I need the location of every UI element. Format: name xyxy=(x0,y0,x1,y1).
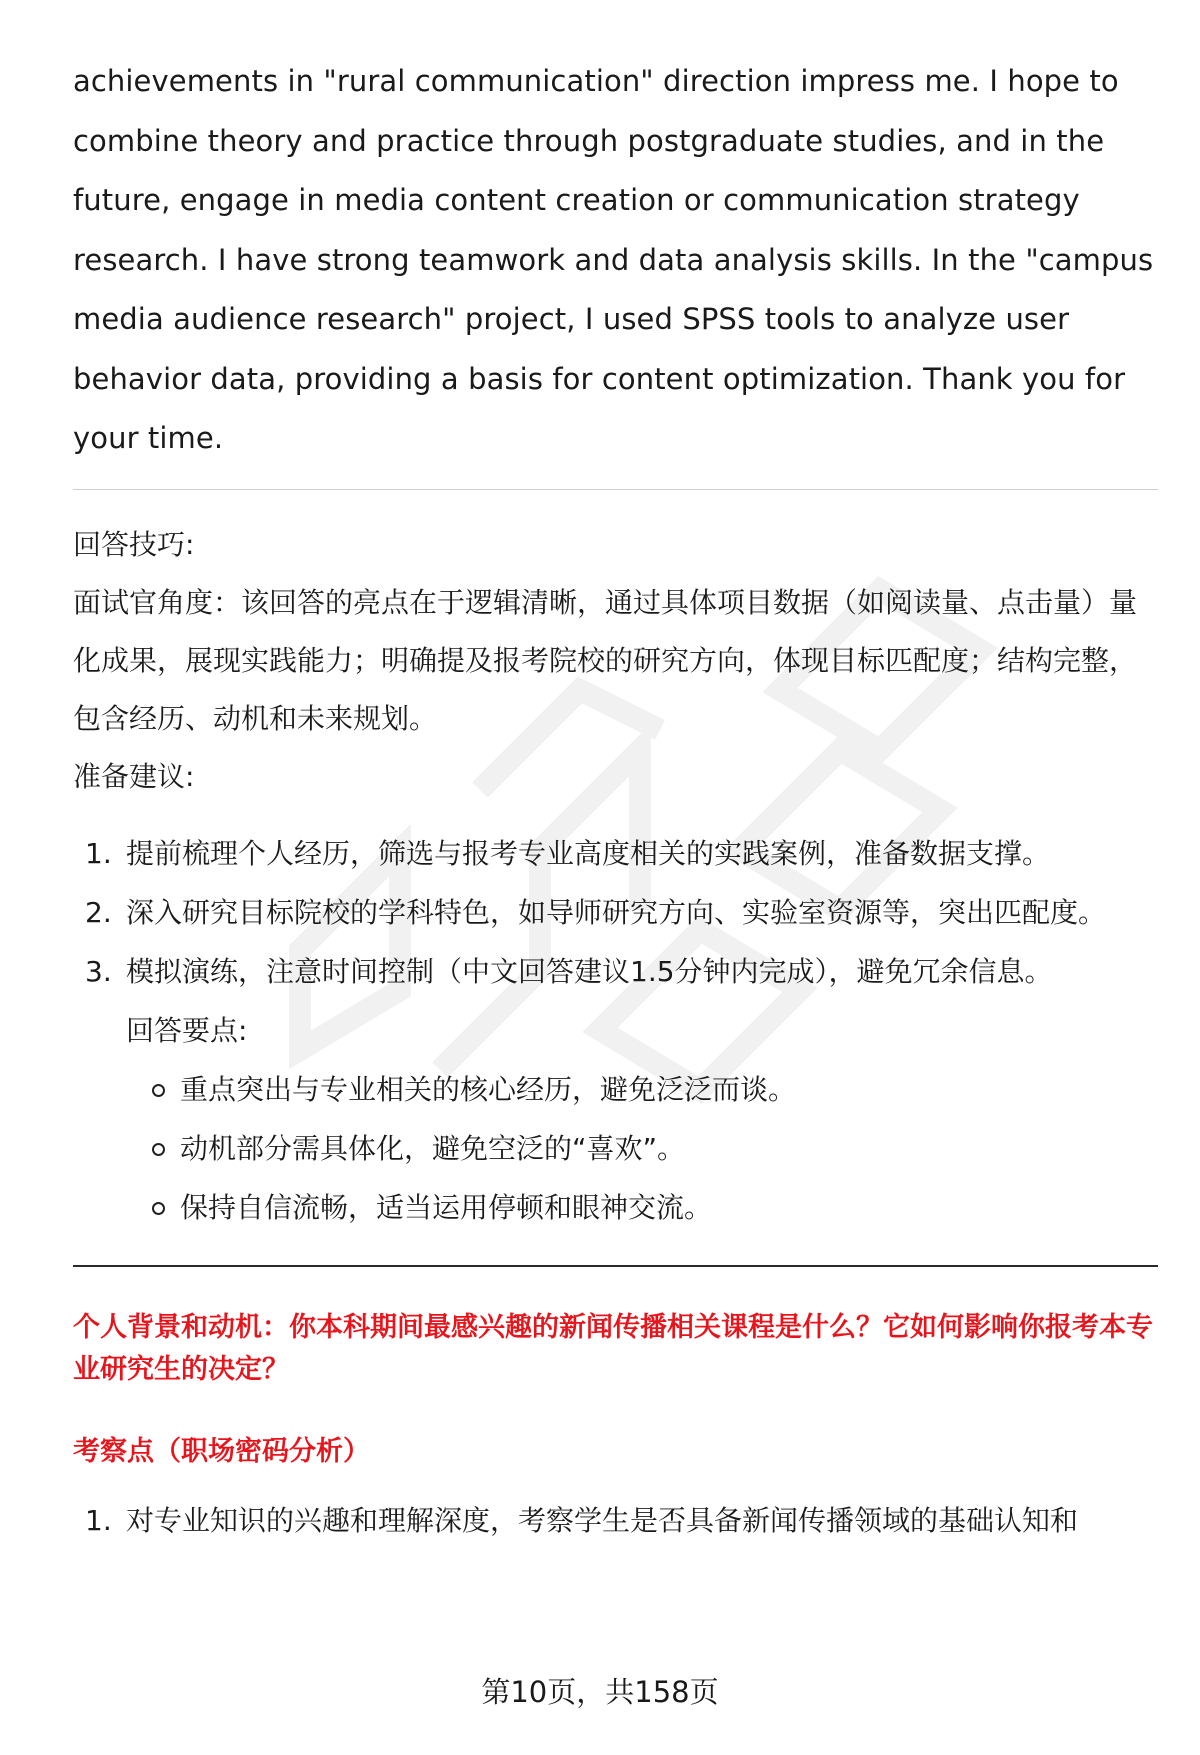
key-point-text: 保持自信流畅，适当运用停顿和眼神交流。 xyxy=(180,1190,713,1224)
key-points-title: 回答要点: xyxy=(126,1013,248,1047)
list-number: 1. xyxy=(85,1503,112,1537)
answer-tips-section xyxy=(73,516,1158,1237)
circle-bullet-icon xyxy=(152,1143,165,1156)
list-item xyxy=(73,883,1158,942)
key-points-list xyxy=(126,1060,1158,1237)
list-item-text: 模拟演练，注意时间控制（中文回答建议1.5分钟内完成），避免冗余信息。 xyxy=(126,954,1053,988)
question-divider xyxy=(73,1265,1158,1267)
list-item xyxy=(73,824,1158,883)
list-number: 1. xyxy=(85,836,112,870)
key-point-item xyxy=(126,1060,1158,1119)
list-item xyxy=(73,1491,1158,1550)
circle-bullet-icon xyxy=(152,1084,165,1097)
question-heading: 个人背景和动机：你本科期间最感兴趣的新闻传播相关课程是什么？它如何影响你报考本专业研究生的决定？ xyxy=(73,1311,1153,1385)
prep-title: 准备建议: xyxy=(73,759,195,793)
list-number: 3. xyxy=(85,954,112,988)
key-point-text: 重点突出与专业相关的核心经历，避免泛泛而谈。 xyxy=(180,1072,797,1106)
page-footer: 第10页，共158页 xyxy=(481,1675,719,1709)
list-item-text: 深入研究目标院校的学科特色，如导师研究方向、实验室资源等，突出匹配度。 xyxy=(126,895,1107,929)
key-point-text: 动机部分需具体化，避免空泛的“喜欢”。 xyxy=(180,1131,686,1165)
answer-paragraph: achievements in "rural communication" direction impress me. I hope to combine theory and practice through postgraduate studies, and in the future, engage in media content creation or communication strategy research. I have strong teamwork and data analysis skills. In the "campus media audience research" project, I used SPSS tools to analyze user behavior data, providing a basis for content optimization. Thank you for your time. xyxy=(73,64,1154,455)
document-page xyxy=(73,52,1158,1550)
list-item-text: 提前梳理个人经历，筛选与报考专业高度相关的实践案例，准备数据支撑。 xyxy=(126,836,1051,870)
analysis-heading: 考察点（职场密码分析） xyxy=(73,1435,370,1467)
list-item-text: 对专业知识的兴趣和理解深度，考察学生是否具备新闻传播领域的基础认知和 xyxy=(126,1503,1079,1537)
analysis-list xyxy=(73,1491,1158,1550)
list-item xyxy=(73,942,1158,1237)
section-divider xyxy=(73,489,1158,490)
interviewer-view-paragraph: 面试官角度：该回答的亮点在于逻辑清晰，通过具体项目数据（如阅读量、点击量）量化成果，展现实践能力；明确提及报考院校的研究方向，体现目标匹配度；结构完整，包含经历、动机和未来规划。 xyxy=(73,585,1138,735)
tips-title: 回答技巧: xyxy=(73,527,195,561)
key-point-item xyxy=(126,1178,1158,1237)
key-point-item xyxy=(126,1119,1158,1178)
circle-bullet-icon xyxy=(152,1202,165,1215)
list-number: 2. xyxy=(85,895,112,929)
prep-list xyxy=(73,824,1158,1237)
